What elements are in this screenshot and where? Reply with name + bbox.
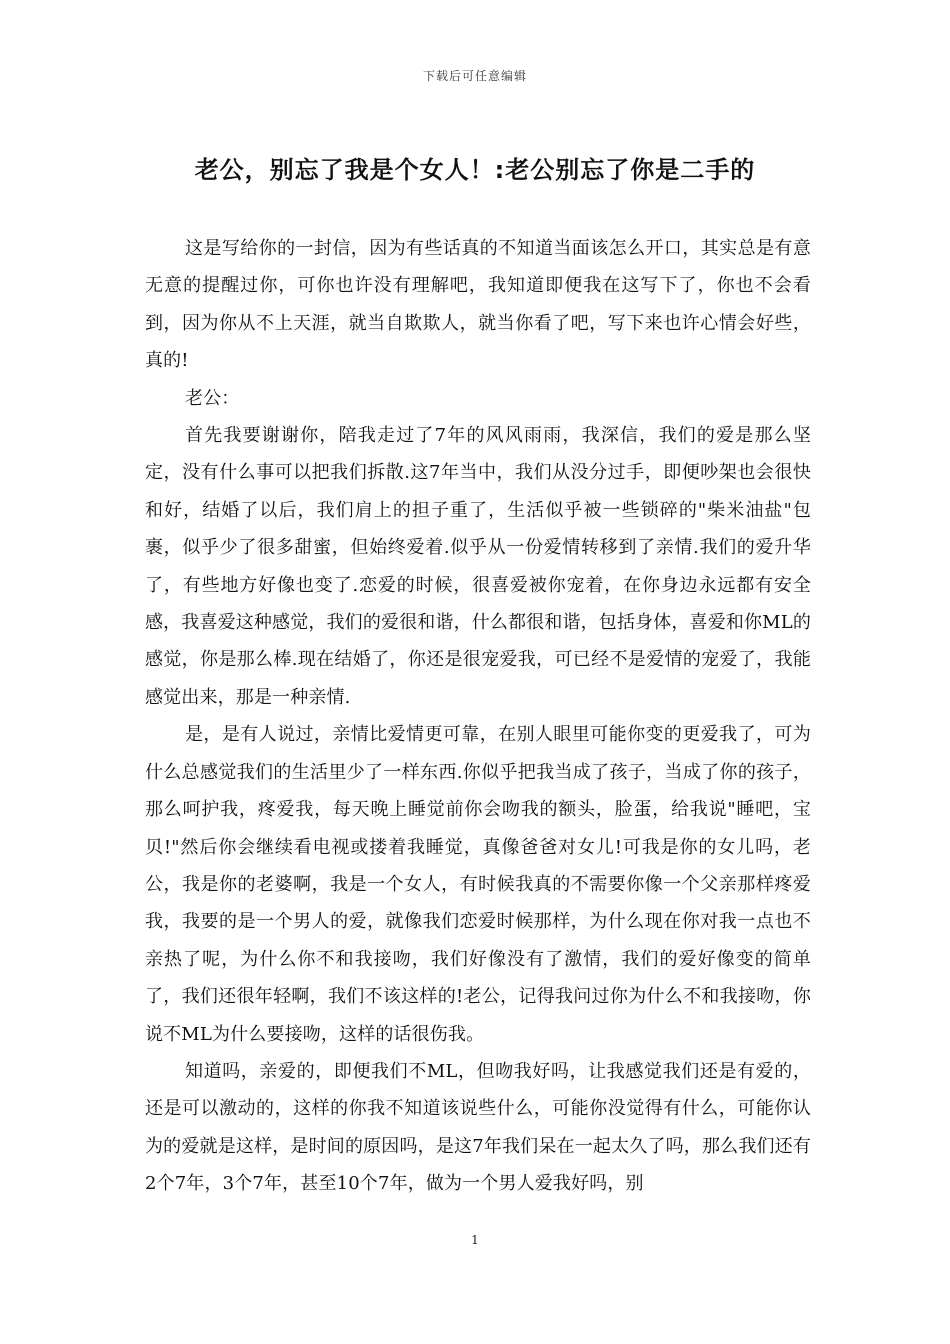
- paragraph-salutation: 老公：: [185, 387, 240, 409]
- paragraph-thanks: 首先我要谢谢你，陪我走过了7年的风风雨雨，我深信，我们的爱是那么坚定，没有什么事可以把我们拆散.这7年当中，我们从没分过手，即便吵架也会很快和好，结婚了以后，我们肩上的担子重了，生活似乎被一些锁碎的"柴米油盐"包裹，似乎少了很多甜蜜，但始终爱着.似乎从一份爱情转移到了亲情.我们的爱升华了，有些地方好像也变了.恋爱的时候，很喜爱被你宠着，在你身边永远都有安全感，我喜爱这种感觉，我们的爱很和谐，什么都很和谐，包括身体，喜爱和你ML的感觉，你是那么棒.现在结婚了，你还是很宠爱我，可已经不是爱情的宠爱了，我能感觉出来，那是一种亲情.: [145, 425, 811, 708]
- document-body: [145, 230, 811, 1203]
- page-header-note: 下载后可任意编辑: [422, 69, 527, 83]
- paragraph-intro: 这是写给你的一封信，因为有些话真的不知道当面该怎么开口，其实总是有意无意的提醒过你，可你也许没有理解吧，我知道即便我在这写下了，你也不会看到，因为你从不上天涯，就当自欺欺人，就当你看了吧，写下来也许心情会好些，真的!: [145, 238, 811, 372]
- paragraph-request: 知道吗，亲爱的，即便我们不ML，但吻我好吗，让我感觉我们还是有爱的，还是可以激动的，这样的你我不知道该说些什么，可能你没觉得有什么，可能你认为的爱就是这样，是时间的原因吗，是这7年我们呆在一起太久了吗，那么我们还有2个7年，3个7年，甚至10个7年，做为一个男人爱我好吗，别: [145, 1060, 811, 1195]
- page-number: 1: [471, 1233, 479, 1247]
- document-title: 老公，别忘了我是个女人！:老公别忘了你是二手的: [194, 156, 756, 184]
- paragraph-family-love: 是，是有人说过，亲情比爱情更可靠，在别人眼里可能你变的更爱我了，可为什么总感觉我们的生活里少了一样东西.你似乎把我当成了孩子，当成了你的孩子，那么呵护我，疼爱我，每天晚上睡觉前你会吻我的额头，脸蛋，给我说"睡吧，宝贝!"然后你会继续看电视或搂着我睡觉，真像爸爸对女儿!可我是你的女儿吗，老公，我是你的老婆啊，我是一个女人，有时候我真的不需要你像一个父亲那样疼爱我，我要的是一个男人的爱，就像我们恋爱时候那样，为什么现在你对我一点也不亲热了呢，为什么你不和我接吻，我们好像没有了激情，我们的爱好像变的简单了，我们还很年轻啊，我们不该这样的!老公，记得我问过你为什么不和我接吻，你说不ML为什么要接吻，这样的话很伤我。: [145, 724, 811, 1045]
